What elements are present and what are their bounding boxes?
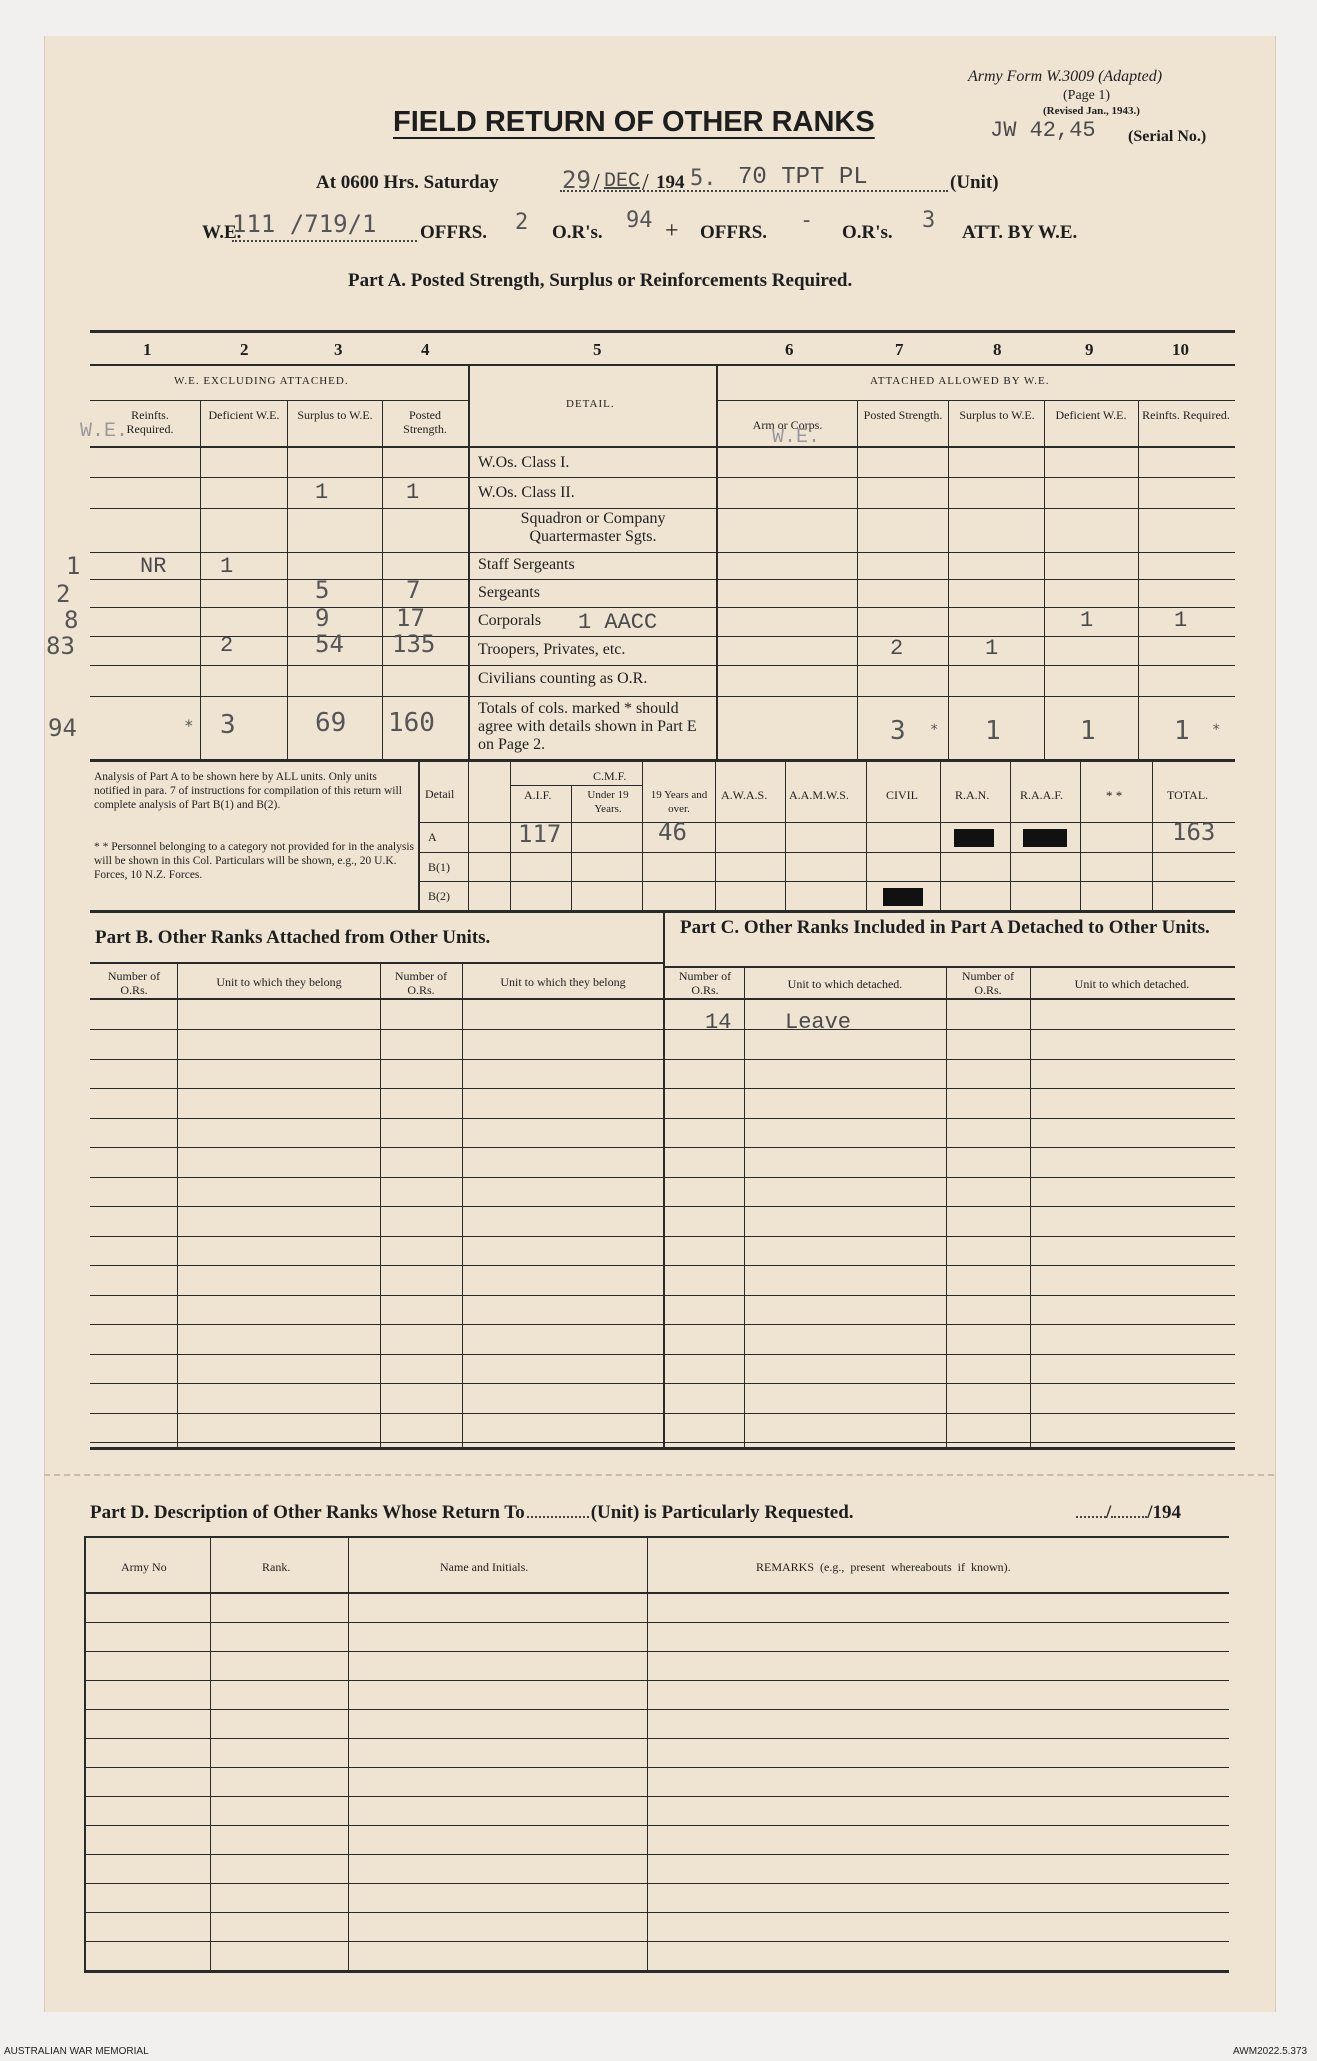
- detail-label: Civilians counting as O.R.: [478, 670, 648, 687]
- cell-value: NR: [140, 554, 167, 579]
- serial-value: JW 42,45: [990, 118, 1096, 143]
- we-dotted-line: [232, 240, 417, 242]
- col-head-posted-2: Posted Strength.: [863, 408, 943, 422]
- analysis-row-a: A: [428, 830, 437, 844]
- part-c-num-head-2: Number of O.Rs.: [961, 969, 1015, 997]
- analysis-aamws: A.A.M.W.S.: [789, 788, 849, 802]
- detail-label: W.Os. Class II.: [478, 484, 575, 501]
- part-b-unit-head-2: Unit to which they belong: [500, 975, 626, 989]
- we-stamp-2: W.E.: [772, 426, 821, 449]
- time-day-label: At 0600 Hrs. Saturday: [316, 172, 499, 193]
- detail-label: Totals of cols. marked * should agree with details shown in Part E on Page 2.: [478, 700, 697, 753]
- col-number: 10: [1172, 340, 1189, 359]
- analysis-a-aif: 117: [518, 820, 562, 848]
- cell-value: 160: [388, 708, 435, 738]
- analysis-total: TOTAL.: [1167, 788, 1209, 802]
- cell-star: *: [930, 722, 939, 738]
- analysis-ran: R.A.N.: [955, 788, 990, 802]
- date-separator: /: [593, 170, 600, 196]
- col-number: 5: [593, 340, 602, 359]
- cell-value: 1: [1080, 608, 1094, 633]
- analysis-a-over19: 46: [658, 818, 687, 846]
- col-number: 4: [421, 340, 430, 359]
- unit-dotted-line: [560, 190, 948, 192]
- col-head-surplus-2: Surplus to W.E.: [959, 408, 1035, 422]
- col-number: 7: [895, 340, 904, 359]
- analysis-a-total: 163: [1172, 818, 1216, 846]
- part-a-title: Part A. Posted Strength, Surplus or Reinforcements Required.: [348, 270, 853, 291]
- cell-value: 17: [396, 604, 425, 632]
- part-c-unit-head-2: Unit to which detached.: [1074, 977, 1190, 991]
- redaction-block: [954, 829, 994, 847]
- cell-value: 3: [220, 710, 236, 740]
- form-revised: (Revised Jan., 1943.): [1043, 105, 1140, 117]
- analysis-note-1: Analysis of Part A to be shown here by ALL units. Only units notified in para. 7 of instructions for compilation of this return will complete analysis of Part B(1) and B(2).: [94, 771, 402, 811]
- date-separator-2: /: [642, 170, 649, 196]
- col-head-deficient-2: Deficient W.E.: [1055, 408, 1127, 422]
- analysis-row-b1: B(1): [428, 860, 450, 874]
- cell-star: *: [184, 716, 194, 735]
- offrs-value: 2: [515, 210, 529, 235]
- cell-value: 1: [1080, 716, 1096, 746]
- part-d-army-head: Army No: [121, 1560, 167, 1574]
- detail-header: DETAIL.: [566, 398, 615, 410]
- offrs2-label: OFFRS.: [700, 222, 768, 243]
- group-header-right: ATTACHED ALLOWED BY W.E.: [870, 375, 1050, 387]
- att-label: ATT. BY W.E.: [962, 222, 1078, 243]
- we-count: 94: [48, 714, 77, 742]
- year-suffix: 5.: [690, 166, 717, 191]
- cell-value: 2: [220, 633, 234, 658]
- part-c-title: Part C. Other Ranks Included in Part A Detached to Other Units.: [680, 917, 1210, 938]
- form-name: Army Form W.3009 (Adapted): [968, 68, 1163, 85]
- footer-right: AWM2022.5.373: [1233, 2046, 1308, 2057]
- cell-value: 9: [315, 604, 330, 632]
- ors2-value: 3: [922, 208, 936, 233]
- cell-value: 3: [890, 716, 906, 746]
- corporals-extra: 1 AACC: [578, 610, 658, 635]
- ors-label: O.R's.: [552, 222, 603, 243]
- col-head-arm-corps: Arm or Corps.: [752, 418, 823, 432]
- col-number: 8: [993, 340, 1002, 359]
- analysis-raaf: R.A.A.F.: [1020, 788, 1064, 802]
- cell-value: 5: [315, 576, 330, 604]
- analysis-cmf: C.M.F.: [593, 769, 627, 783]
- offrs-label: OFFRS.: [420, 222, 488, 243]
- perforation-line: [44, 1474, 1274, 1476]
- analysis-under19: Under 19 Years.: [587, 789, 629, 815]
- analysis-stars: * *: [1106, 788, 1123, 803]
- detail-label: W.Os. Class I.: [478, 454, 570, 471]
- detail-label: Squadron or Company Quartermaster Sgts.: [520, 510, 666, 545]
- analysis-note-2: * * Personnel belonging to a category not provided for in the analysis will be shown in this Col. Particulars will be shown, e.g., 20 U.K. Forces, 10 N.Z. Forces.: [94, 841, 415, 881]
- cell-value: 1: [1174, 608, 1188, 633]
- analysis-detail-head: Detail: [425, 787, 455, 801]
- part-c-unit-head: Unit to which detached.: [787, 977, 903, 991]
- redaction-block: [1023, 829, 1067, 847]
- col-number: 9: [1085, 340, 1094, 359]
- cell-value: 69: [315, 708, 347, 738]
- date-day: 29: [562, 166, 591, 194]
- we-label: W.E.: [202, 222, 242, 243]
- ors2-label: O.R's.: [842, 222, 893, 243]
- part-b-title: Part B. Other Ranks Attached from Other Units.: [95, 927, 491, 948]
- we-count: 8: [64, 606, 79, 634]
- analysis-row-b2: B(2): [428, 889, 450, 903]
- plus-sign: +: [665, 218, 679, 244]
- cell-value: 1: [985, 636, 999, 661]
- cell-value: 1: [220, 554, 234, 579]
- col-number: 1: [143, 340, 152, 359]
- col-head-reinfts-2: Reinfts. Required.: [1142, 408, 1230, 422]
- cell-value: 1: [406, 480, 420, 505]
- analysis-over19: 19 Years and over.: [650, 789, 708, 815]
- cell-value: 135: [392, 630, 436, 658]
- col-number: 3: [334, 340, 343, 359]
- cell-value: 1: [985, 716, 1001, 746]
- part-b-num-head: Number of O.Rs.: [107, 969, 161, 997]
- page-title: FIELD RETURN OF OTHER RANKS: [393, 106, 875, 138]
- we-value: 111 /719/1: [232, 210, 377, 238]
- analysis-awas: A.W.A.S.: [721, 788, 768, 802]
- part-c-num-head: Number of O.Rs.: [678, 969, 732, 997]
- col-head-surplus: Surplus to W.E.: [297, 408, 373, 422]
- date-month: DEC: [604, 170, 641, 193]
- footer-left: AUSTRALIAN WAR MEMORIAL: [4, 2046, 149, 2057]
- cell-star: *: [1212, 722, 1221, 738]
- cell-value: 1: [1174, 716, 1190, 746]
- cell-value: 54: [315, 630, 344, 658]
- group-header-left: W.E. EXCLUDING ATTACHED.: [174, 375, 349, 387]
- cell-value: 1: [315, 480, 329, 505]
- we-stamp: W.E.: [80, 420, 129, 443]
- year-prefix: 194: [656, 172, 685, 193]
- cell-value: 7: [406, 576, 421, 604]
- part-c-entry-num: 14: [705, 1010, 732, 1035]
- analysis-civil: CIVIL: [886, 788, 918, 802]
- detail-label: Corporals: [478, 612, 542, 629]
- analysis-aif: A.I.F.: [524, 788, 552, 802]
- redaction-block: [883, 888, 923, 906]
- part-d-rank-head: Rank.: [262, 1560, 291, 1574]
- col-number: 2: [240, 340, 249, 359]
- offrs2-value: -: [800, 208, 814, 233]
- unit-value: 70 TPT PL: [738, 164, 868, 191]
- part-d-name-head: Name and Initials.: [440, 1560, 529, 1574]
- ors-value: 94: [626, 208, 653, 233]
- part-c-entry-unit: Leave: [785, 1010, 852, 1035]
- part-b-num-head-2: Number of O.Rs.: [394, 969, 448, 997]
- we-count: 2: [56, 580, 71, 608]
- unit-label: (Unit): [950, 172, 999, 193]
- detail-label: Staff Sergeants: [478, 556, 575, 573]
- part-d-date: / /194: [1076, 1502, 1181, 1524]
- col-head-posted: Posted Strength.: [403, 408, 447, 436]
- col-head-deficient: Deficient W.E.: [208, 408, 280, 422]
- we-count: 83: [46, 632, 75, 660]
- part-d-title: Part D. Description of Other Ranks Whose Return To (Unit) is Particularly Requested.: [90, 1502, 854, 1523]
- cell-value: 2: [890, 636, 904, 661]
- part-d-remarks-head: REMARKS (e.g., present whereabouts if known).: [756, 1560, 1011, 1574]
- detail-label: Sergeants: [478, 584, 540, 601]
- detail-label: Troopers, Privates, etc.: [478, 641, 626, 658]
- col-head-reinfts: Reinfts. Required.: [126, 408, 174, 436]
- we-count: 1: [66, 552, 81, 580]
- serial-label: (Serial No.): [1128, 128, 1207, 145]
- col-number: 6: [785, 340, 794, 359]
- part-b-unit-head: Unit to which they belong: [216, 975, 342, 989]
- form-page: (Page 1): [1063, 88, 1111, 103]
